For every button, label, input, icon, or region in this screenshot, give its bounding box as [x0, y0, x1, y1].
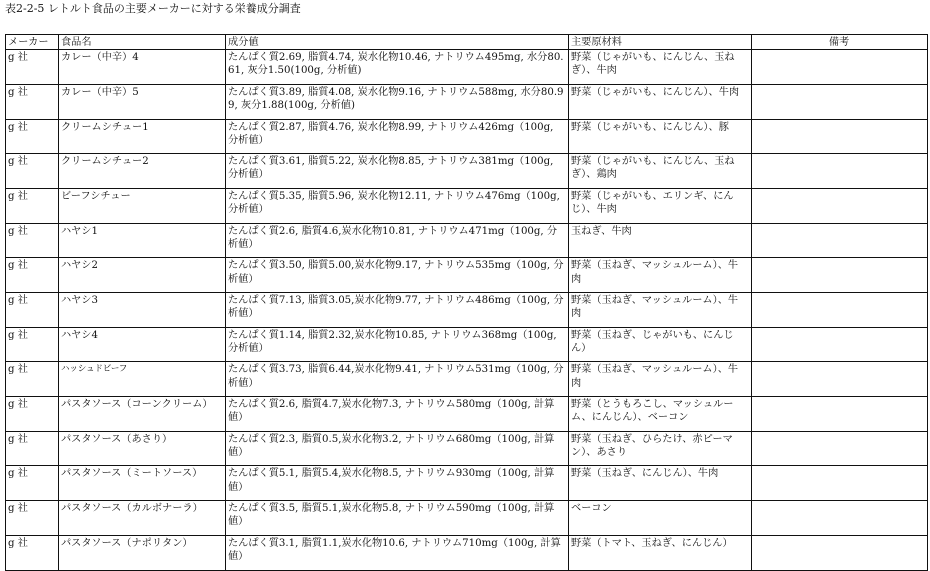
ingredients-cell: ベーコン: [569, 501, 752, 536]
table-row: [6, 293, 928, 328]
header-row: [6, 35, 928, 50]
remarks-cell: [752, 50, 928, 85]
food-name-cell: パスタソース（ナポリタン）: [59, 535, 226, 570]
maker-cell: g 社: [6, 119, 59, 154]
table-row: [6, 84, 928, 119]
components-cell: たんぱく質3.61, 脂質5.22, 炭水化物8.85, ナトリウム381mg（100g, 分析値）: [226, 154, 569, 189]
food-name-cell: パスタソース（あさり）: [59, 431, 226, 466]
components-cell: たんぱく質2.6, 脂質4.7,炭水化物7.3, ナトリウム580mg（100g, 計算値）: [226, 397, 569, 432]
header-remarks: 備考: [752, 35, 928, 50]
food-name-cell: ハッシュドビーフ: [59, 362, 226, 397]
remarks-cell: [752, 501, 928, 536]
remarks-cell: [752, 188, 928, 223]
maker-cell: g 社: [6, 188, 59, 223]
components-cell: たんぱく質2.87, 脂質4.76, 炭水化物8.99, ナトリウム426mg（100g, 分析値）: [226, 119, 569, 154]
table-row: [6, 466, 928, 501]
maker-cell: g 社: [6, 258, 59, 293]
ingredients-cell: 野菜（玉ねぎ、マッシュルーム）、牛肉: [569, 258, 752, 293]
food-name-cell: パスタソース（コーンクリーム）: [59, 397, 226, 432]
maker-cell: g 社: [6, 397, 59, 432]
food-name-cell: カレー（中辛）4: [59, 50, 226, 85]
ingredients-cell: 野菜（とうもろこし、マッシュルーム、にんじん）、ベーコン: [569, 397, 752, 432]
table-body: [6, 50, 928, 570]
table-row: [6, 119, 928, 154]
remarks-cell: [752, 466, 928, 501]
food-name-cell: ハヤシ1: [59, 223, 226, 258]
components-cell: たんぱく質1.14, 脂質2.32,炭水化物10.85, ナトリウム368mg（100g, 分析値）: [226, 327, 569, 362]
components-cell: たんぱく質3.89, 脂質4.08, 炭水化物9.16, ナトリウム588mg, 水分80.99, 灰分1.88(100g, 分析値): [226, 84, 569, 119]
maker-cell: g 社: [6, 431, 59, 466]
maker-cell: g 社: [6, 362, 59, 397]
components-cell: たんぱく質5.35, 脂質5.96, 炭水化物12.11, ナトリウム476mg（100g, 分析値）: [226, 188, 569, 223]
ingredients-cell: 野菜（玉ねぎ、じゃがいも、にんじん）: [569, 327, 752, 362]
maker-cell: g 社: [6, 293, 59, 328]
food-name-cell: ハヤシ2: [59, 258, 226, 293]
components-cell: たんぱく質5.1, 脂質5.4,炭水化物8.5, ナトリウム930mg（100g, 計算値）: [226, 466, 569, 501]
table-row: [6, 258, 928, 293]
maker-cell: g 社: [6, 154, 59, 189]
food-name-cell: カレー（中辛）5: [59, 84, 226, 119]
table-row: [6, 397, 928, 432]
ingredients-cell: 野菜（玉ねぎ、ひらたけ、赤ピーマン）、あさり: [569, 431, 752, 466]
table-row: [6, 188, 928, 223]
header-food-name: 食品名: [59, 35, 226, 50]
table-row: [6, 223, 928, 258]
ingredients-cell: 野菜（じゃがいも、にんじん、玉ねぎ）、牛肉: [569, 50, 752, 85]
maker-cell: g 社: [6, 223, 59, 258]
ingredients-cell: 野菜（じゃがいも、にんじん）、牛肉: [569, 84, 752, 119]
food-name-cell: ハヤシ4: [59, 327, 226, 362]
remarks-cell: [752, 154, 928, 189]
maker-cell: g 社: [6, 535, 59, 570]
ingredients-cell: 野菜（トマト、玉ねぎ、にんじん）: [569, 535, 752, 570]
remarks-cell: [752, 84, 928, 119]
components-cell: たんぱく質7.13, 脂質3.05,炭水化物9.77, ナトリウム486mg（100g, 分析値）: [226, 293, 569, 328]
table-row: [6, 501, 928, 536]
remarks-cell: [752, 431, 928, 466]
remarks-cell: [752, 535, 928, 570]
remarks-cell: [752, 327, 928, 362]
ingredients-cell: 野菜（じゃがいも、エリンギ、にんじ）、牛肉: [569, 188, 752, 223]
table-row: [6, 327, 928, 362]
ingredients-cell: 野菜（じゃがいも、にんじん）、豚: [569, 119, 752, 154]
maker-cell: g 社: [6, 50, 59, 85]
ingredients-cell: 玉ねぎ、牛肉: [569, 223, 752, 258]
ingredients-cell: 野菜（玉ねぎ、マッシュルーム）、牛肉: [569, 293, 752, 328]
ingredients-cell: 野菜（玉ねぎ、マッシュルーム）、牛肉: [569, 362, 752, 397]
remarks-cell: [752, 362, 928, 397]
food-name-cell: ハヤシ3: [59, 293, 226, 328]
table-row: [6, 535, 928, 570]
food-name-cell: ビーフシチュー: [59, 188, 226, 223]
remarks-cell: [752, 293, 928, 328]
components-cell: たんぱく質3.5, 脂質5.1,炭水化物5.8, ナトリウム590mg（100g, 計算値）: [226, 501, 569, 536]
nutrition-table: [5, 34, 928, 571]
food-name-cell: クリームシチュー2: [59, 154, 226, 189]
maker-cell: g 社: [6, 84, 59, 119]
ingredients-cell: 野菜（玉ねぎ、にんじん）、牛肉: [569, 466, 752, 501]
components-cell: たんぱく質2.6, 脂質4.6,炭水化物10.81, ナトリウム471mg（100g, 分析値）: [226, 223, 569, 258]
remarks-cell: [752, 258, 928, 293]
components-cell: たんぱく質3.1, 脂質1.1,炭水化物10.6, ナトリウム710mg（100g, 計算値）: [226, 535, 569, 570]
ingredients-cell: 野菜（じゃがいも、にんじん、玉ねぎ）、鶏肉: [569, 154, 752, 189]
header-ingredients: 主要原材料: [569, 35, 752, 50]
maker-cell: g 社: [6, 501, 59, 536]
table-row: [6, 50, 928, 85]
remarks-cell: [752, 119, 928, 154]
table-caption: 表2-2-5 レトルト食品の主要メーカーに対する栄養成分調査: [5, 2, 301, 15]
maker-cell: g 社: [6, 466, 59, 501]
components-cell: たんぱく質3.73, 脂質6.44,炭水化物9.41, ナトリウム531mg（100g, 分析値）: [226, 362, 569, 397]
maker-cell: g 社: [6, 327, 59, 362]
remarks-cell: [752, 223, 928, 258]
components-cell: たんぱく質3.50, 脂質5.00,炭水化物9.17, ナトリウム535mg（100g, 分析値）: [226, 258, 569, 293]
food-name-cell: クリームシチュー1: [59, 119, 226, 154]
food-name-cell: パスタソース（カルボナーラ）: [59, 501, 226, 536]
table-row: [6, 431, 928, 466]
remarks-cell: [752, 397, 928, 432]
components-cell: たんぱく質2.3, 脂質0.5,炭水化物3.2, ナトリウム680mg（100g, 計算値）: [226, 431, 569, 466]
table-row: [6, 362, 928, 397]
header-components: 成分値: [226, 35, 569, 50]
table-row: [6, 154, 928, 189]
food-name-cell: パスタソース（ミートソース）: [59, 466, 226, 501]
components-cell: たんぱく質2.69, 脂質4.74, 炭水化物10.46, ナトリウム495mg, 水分80.61, 灰分1.50(100g, 分析値): [226, 50, 569, 85]
header-maker: メーカー: [6, 35, 59, 50]
